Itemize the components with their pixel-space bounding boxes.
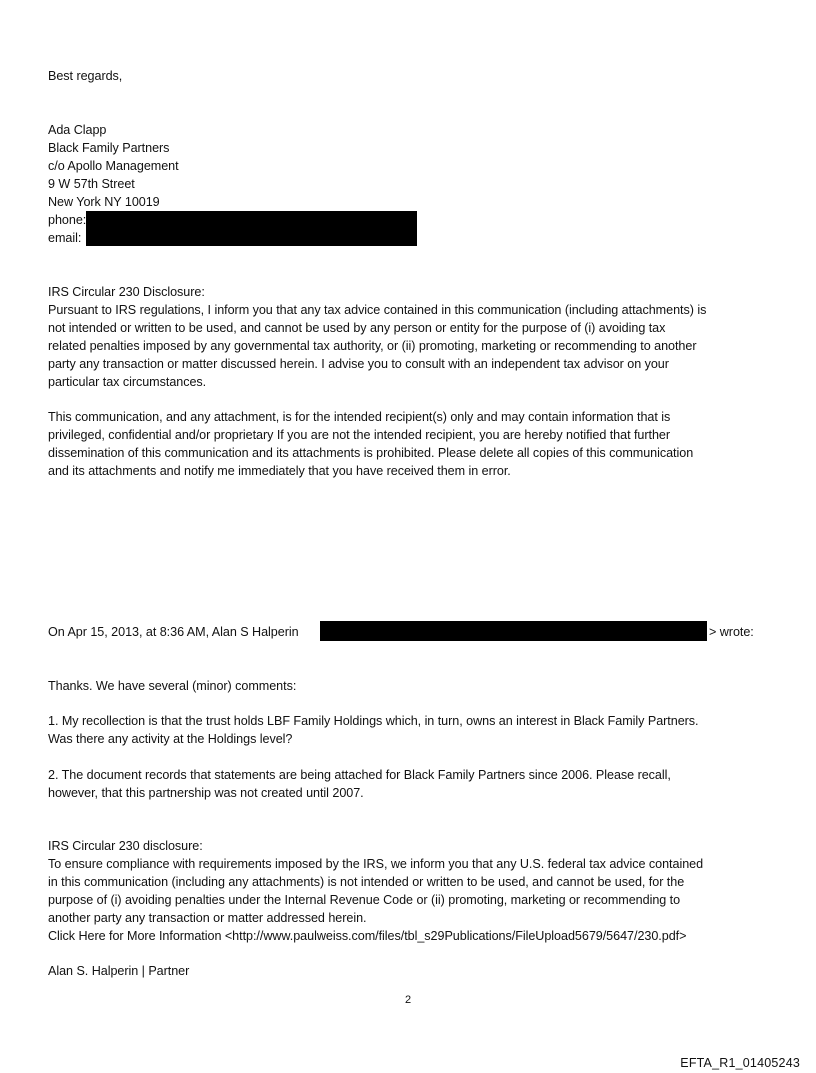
document-id: EFTA_R1_01405243 bbox=[680, 1056, 800, 1070]
disclosure1-line: related penalties imposed by any governmental tax authority, or (ii) promoting, marketing or recommending to another bbox=[48, 339, 697, 353]
signature-city: New York NY 10019 bbox=[48, 195, 160, 209]
disclosure1-line: Pursuant to IRS regulations, I inform you that any tax advice contained in this communication (including attachments) is bbox=[48, 303, 707, 317]
disclosure1-heading: IRS Circular 230 Disclosure: bbox=[48, 285, 205, 299]
redaction-box-email bbox=[320, 621, 707, 641]
closing-text: Best regards, bbox=[48, 69, 123, 83]
disclosure1-line: particular tax circumstances. bbox=[48, 375, 207, 389]
disclosure2-line: purpose of (i) avoiding penalties under the Internal Revenue Code or (ii) promoting, marketing or recommending to bbox=[48, 893, 681, 907]
signature-org: Black Family Partners bbox=[48, 141, 170, 155]
sender-signature: Alan S. Halperin | Partner bbox=[48, 964, 190, 978]
disclosure1-line: party any transaction or matter discussed herein. I advise you to consult with an independent tax advisor on your bbox=[48, 357, 669, 371]
reply-point1-line: Was there any activity at the Holdings level? bbox=[48, 732, 293, 746]
disclosure2-heading: IRS Circular 230 disclosure: bbox=[48, 839, 203, 853]
disclosure2-line: in this communication (including any attachments) is not intended or written to be used, and cannot be used, for the bbox=[48, 875, 685, 889]
confidentiality-line: and its attachments and notify me immediately that you have received them in error. bbox=[48, 464, 511, 478]
signature-street: 9 W 57th Street bbox=[48, 177, 135, 191]
confidentiality-line: dissemination of this communication and its attachments is prohibited. Please delete all copies of this communication bbox=[48, 446, 694, 460]
reply-point1-line: 1. My recollection is that the trust holds LBF Family Holdings which, in turn, owns an interest in Black Family Partners. bbox=[48, 714, 699, 728]
signature-care-of: c/o Apollo Management bbox=[48, 159, 179, 173]
disclosure2-line: another party any transaction or matter addressed herein. bbox=[48, 911, 367, 925]
signature-email-label: email: bbox=[48, 231, 82, 245]
confidentiality-line: This communication, and any attachment, is for the intended recipient(s) only and may contain information that is bbox=[48, 410, 671, 424]
redaction-box-contact bbox=[86, 211, 417, 246]
reply-intro: Thanks. We have several (minor) comments: bbox=[48, 679, 297, 693]
reply-point2-line: 2. The document records that statements are being attached for Black Family Partners since 2006. Please recall, bbox=[48, 768, 671, 782]
quote-header-suffix: > wrote: bbox=[709, 625, 754, 639]
signature-phone-label: phone: bbox=[48, 213, 87, 227]
disclosure1-line: not intended or written to be used, and cannot be used by any person or entity for the purpose of (i) avoiding tax bbox=[48, 321, 666, 335]
signature-name: Ada Clapp bbox=[48, 123, 107, 137]
confidentiality-line: privileged, confidential and/or proprietary If you are not the intended recipient, you are hereby notified that further bbox=[48, 428, 671, 442]
disclosure2-info-link-line[interactable]: Click Here for More Information <http://www.paulweiss.com/files/tbl_s29Publications/FileUpload5679/5647/230.pdf> bbox=[48, 929, 687, 943]
disclosure2-line: To ensure compliance with requirements imposed by the IRS, we inform you that any U.S. federal tax advice contained bbox=[48, 857, 704, 871]
reply-point2-line: however, that this partnership was not created until 2007. bbox=[48, 786, 364, 800]
page-number: 2 bbox=[404, 994, 412, 1006]
quote-header-prefix: On Apr 15, 2013, at 8:36 AM, Alan S Halperin bbox=[48, 625, 299, 639]
